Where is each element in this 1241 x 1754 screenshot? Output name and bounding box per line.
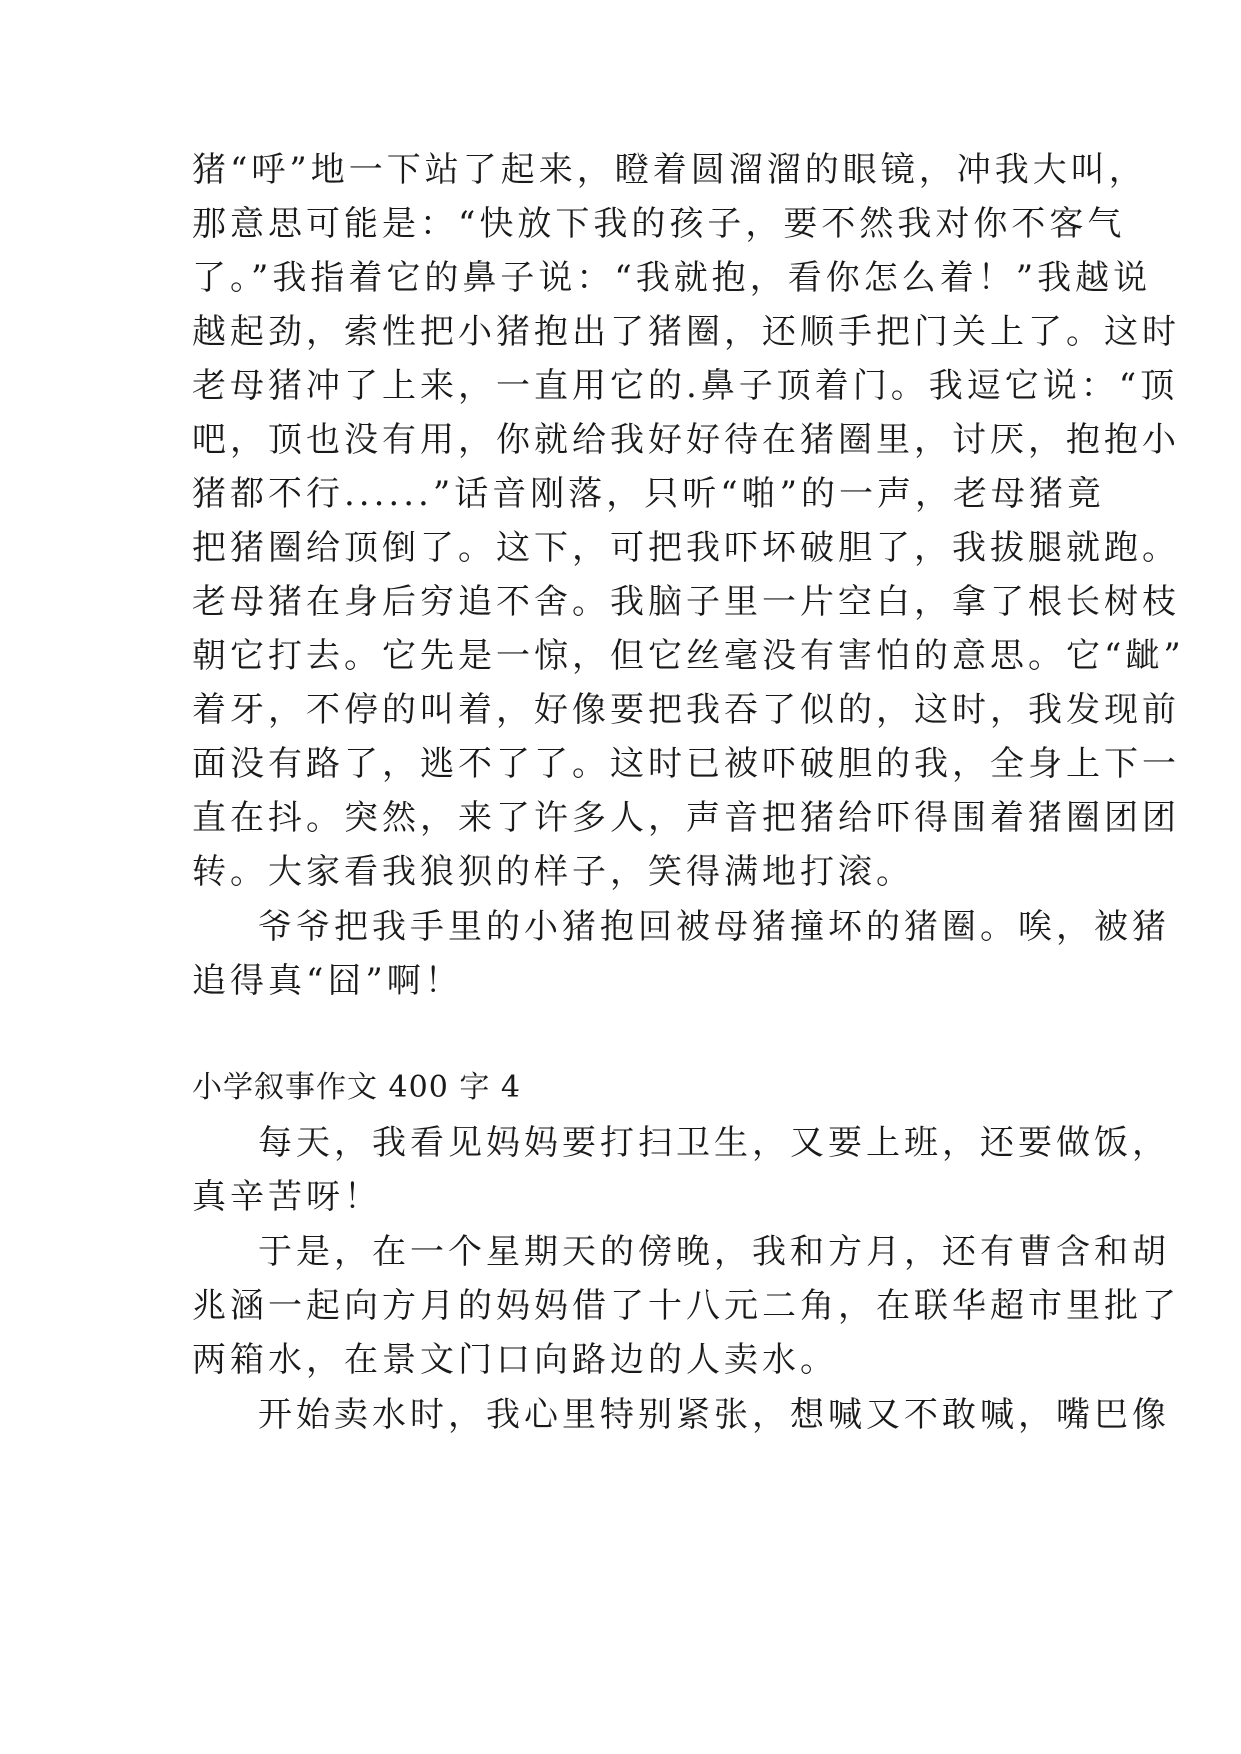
paragraph-line: 那意思可能是：“快放下我的孩子，要不然我对你不客气 [192, 204, 1126, 244]
paragraph-line: 吧，顶也没有用，你就给我好好待在猪圈里，讨厌，抱抱小 [192, 420, 1180, 460]
paragraph-line: 越起劲，索性把小猪抱出了猪圈，还顺手把门关上了。这时 [192, 312, 1180, 352]
paragraph-line: 追得真“囧”啊！ [192, 961, 463, 1001]
paragraph-line: 着牙，不停的叫着，好像要把我吞了似的，这时，我发现前 [192, 690, 1180, 730]
paragraph-line: 于是，在一个星期天的傍晚，我和方月，还有曹含和胡 [258, 1232, 1170, 1272]
essay-heading: 小学叙事作文 400 字 4 [192, 1070, 521, 1105]
paragraph-line: 猪“呼”地一下站了起来，瞪着圆溜溜的眼镜，冲我大叫， [192, 150, 1147, 190]
paragraph-line: 兆涵一起向方月的妈妈借了十八元二角，在联华超市里批了 [192, 1286, 1180, 1326]
paragraph-line: 朝它打去。它先是一惊，但它丝毫没有害怕的意思。它“龇” [192, 636, 1185, 676]
paragraph-line: 转。大家看我狼狈的样子，笑得满地打滚。 [192, 852, 914, 892]
paragraph-line: 猪都不行......”话音刚落，只听“啪”的一声，老母猪竟 [192, 474, 1105, 514]
paragraph-line: 爷爷把我手里的小猪抱回被母猪撞坏的猪圈。唉，被猪 [258, 907, 1170, 947]
paragraph-line: 开始卖水时，我心里特别紧张，想喊又不敢喊，嘴巴像 [258, 1395, 1170, 1435]
paragraph-line: 每天，我看见妈妈要打扫卫生，又要上班，还要做饭， [258, 1123, 1170, 1163]
paragraph-line: 了。”我指着它的鼻子说：“我就抱，看你怎么着！”我越说 [192, 258, 1152, 298]
paragraph-line: 老母猪在身后穷追不舍。我脑子里一片空白，拿了根长树枝 [192, 582, 1180, 622]
paragraph-line: 面没有路了，逃不了了。这时已被吓破胆的我，全身上下一 [192, 744, 1180, 784]
paragraph-line: 把猪圈给顶倒了。这下，可把我吓坏破胆了，我拔腿就跑。 [192, 528, 1180, 568]
paragraph-line: 老母猪冲了上来，一直用它的.鼻子顶着门。我逗它说：“顶 [192, 366, 1179, 406]
paragraph-line: 直在抖。突然，来了许多人，声音把猪给吓得围着猪圈团团 [192, 798, 1180, 838]
paragraph-line: 真辛苦呀！ [192, 1177, 382, 1217]
paragraph-line: 两箱水，在景文门口向路边的人卖水。 [192, 1340, 838, 1380]
